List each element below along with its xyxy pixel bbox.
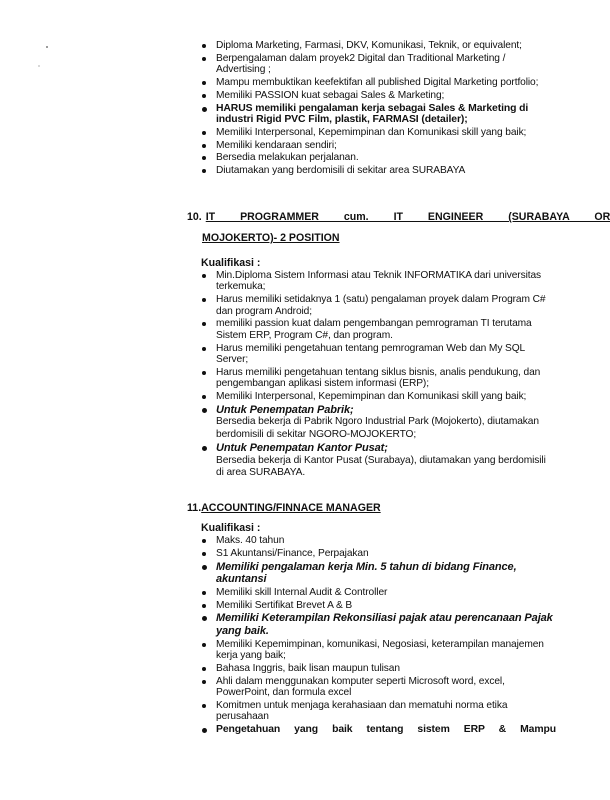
section-10-title-line2: MOJOKERTO)- 2 POSITION — [202, 232, 340, 244]
requirement-text: Harus memiliki setidaknya 1 (satu) pengalaman proyek dalam Program C# dan program Android; — [216, 294, 546, 317]
requirement-text: S1 Akuntansi/Finance, Perpajakan — [216, 547, 369, 559]
section-11-title: ACCOUNTING/FINNACE MANAGER — [201, 502, 381, 514]
requirement-item — [201, 612, 556, 637]
requirement-item — [201, 442, 556, 479]
requirement-text: Harus memiliki pengetahuan tentang pemrograman Web dan My SQL Server; — [216, 342, 525, 366]
requirement-item — [201, 600, 556, 611]
section-11-requirements-list — [201, 535, 556, 735]
requirement-item — [201, 127, 556, 138]
requirement-text: Mampu membuktikan keefektifan all published Digital Marketing portfolio; — [216, 77, 539, 88]
requirement-subtext: Bersedia bekerja di Pabrik Ngoro Industrial Park (Mojokerto), diutamakan berdomisili di sekitar NGORO-MOJOKERTO; — [216, 416, 539, 440]
requirement-text: Memiliki pengalaman kerja Min. 5 tahun di bidang Finance, akuntansi — [216, 560, 517, 585]
requirement-text: Diutamakan yang berdomisili di sekitar area SURABAYA — [216, 165, 466, 177]
section-10-requirements — [201, 270, 556, 481]
requirement-item — [201, 639, 556, 662]
requirement-subtext: Bersedia bekerja di Kantor Pusat (Surabaya), diutamakan yang berdomisili di area SURABAYA. — [216, 454, 546, 479]
section-10-title-line1: IT PROGRAMMER cum. IT ENGINEER (SURABAYA OR — [205, 211, 610, 223]
requirement-text: Berpengalaman dalam proyek2 Digital dan Traditional Marketing / Advertising ; — [216, 52, 506, 76]
requirement-item — [201, 53, 556, 76]
requirement-item — [201, 404, 556, 441]
requirement-item — [201, 318, 556, 341]
section-10-heading — [187, 206, 610, 249]
requirement-text: Memiliki PASSION kuat sebagai Sales & Marketing; — [216, 89, 445, 101]
requirement-item — [201, 587, 556, 598]
section-11-heading — [187, 497, 381, 519]
requirement-text: Komitmen untuk menjaga kerahasiaan dan mematuhi norma etika perusahaan — [216, 699, 508, 723]
requirement-item — [201, 391, 556, 402]
requirement-text: memiliki passion kuat dalam pengembangan pemrograman TI terutama Sistem ERP, Program C#, dan program. — [216, 318, 532, 341]
requirement-text: Diploma Marketing, Farmasi, DKV, Komunikasi, Teknik, or equivalent; — [216, 40, 522, 51]
requirement-text: Memiliki Keterampilan Rekonsiliasi pajak atau perencanaan Pajak yang baik. — [216, 612, 553, 637]
requirement-text: Maks. 40 tahun — [216, 535, 285, 546]
requirement-text: Untuk Penempatan Pabrik; — [216, 403, 354, 416]
requirement-item — [201, 663, 556, 674]
requirement-text: Untuk Penempatan Kantor Pusat; — [216, 442, 388, 455]
requirement-item — [201, 294, 556, 317]
requirement-item — [201, 561, 556, 586]
requirement-text: Memiliki Interpersonal, Kepemimpinan dan Komunikasi skill yang baik; — [216, 126, 527, 138]
requirement-text: Memiliki skill Internal Audit & Controller — [216, 586, 388, 598]
section-10-number: 10. — [187, 211, 202, 223]
requirement-text: Memiliki Kepemimpinan, komunikasi, Negosiasi, keterampilan manajemen kerja yang baik; — [216, 638, 544, 661]
requirement-item — [201, 152, 556, 163]
requirement-item — [201, 270, 556, 293]
top-requirements — [201, 40, 556, 178]
section-10-kualifikasi-label: Kualifikasi : — [201, 257, 261, 269]
requirement-item — [201, 548, 556, 559]
requirement-item — [201, 367, 556, 390]
requirement-item — [201, 40, 556, 51]
top-requirements-list — [201, 40, 556, 177]
requirement-text: Min.Diploma Sistem Informasi atau Teknik INFORMATIKA dari universitas terkemuka; — [216, 270, 542, 293]
requirement-item — [201, 140, 556, 151]
requirement-text: HARUS memiliki pengalaman kerja sebagai Sales & Marketing di industri Rigid PVC Film, plastik, FARMASI (detailer); — [216, 102, 529, 125]
requirement-text: Memiliki kendaraan sendiri; — [216, 139, 337, 151]
requirement-text: Memiliki Sertifikat Brevet A & B — [216, 599, 353, 611]
requirement-text: Pengetahuan yang baik tentang sistem ERP & Mampu — [216, 724, 556, 735]
requirement-item — [201, 676, 556, 699]
requirement-item — [201, 343, 556, 366]
requirement-item — [201, 103, 556, 126]
section-11-kualifikasi-label: Kualifikasi : — [201, 522, 261, 534]
requirement-text: Bahasa Inggris, baik lisan maupun tulisan — [216, 662, 400, 674]
requirement-item — [201, 535, 556, 546]
requirement-text: Memiliki Interpersonal, Kepemimpinan dan Komunikasi skill yang baik; — [216, 391, 527, 403]
requirement-item — [201, 700, 556, 723]
section-11-number: 11. — [187, 502, 202, 514]
requirement-item — [201, 90, 556, 101]
section-10-requirements-list — [201, 270, 556, 480]
requirement-item — [201, 77, 556, 88]
requirement-text: Ahli dalam menggunakan komputer seperti Microsoft word, excel, PowerPoint, dan formula excel — [216, 675, 505, 698]
requirement-item — [201, 724, 556, 735]
section-11-requirements — [201, 535, 556, 737]
requirement-item — [201, 165, 556, 176]
requirement-text: Harus memiliki pengetahuan tentang siklus bisnis, analis pendukung, dan pengembangan aplikasi sistem informasi (ERP); — [216, 366, 541, 390]
requirement-text: Bersedia melakukan perjalanan. — [216, 152, 359, 164]
